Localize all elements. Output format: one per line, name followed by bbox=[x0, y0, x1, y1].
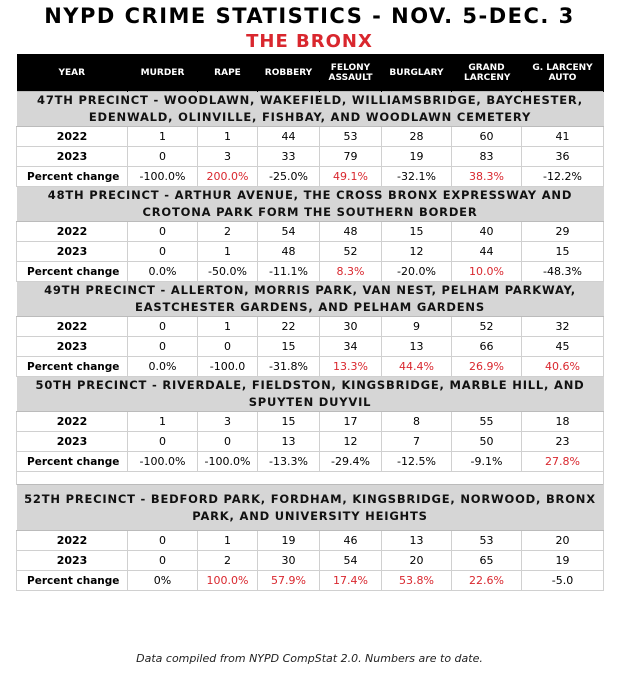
precinct-name: 49TH PRECINCT - ALLERTON, MORRIS PARK, VAN NEST, PELHAM PARKWAY, EASTCHESTER GARDENS, AND PELHAM GARDENS bbox=[17, 282, 604, 317]
table-cell: 2 bbox=[198, 551, 258, 571]
precinct-heading-row bbox=[17, 92, 604, 127]
row-label: 2022 bbox=[17, 222, 128, 242]
table-row bbox=[17, 317, 604, 337]
table-cell: -50.0% bbox=[198, 262, 258, 282]
table-cell: -32.1% bbox=[382, 167, 452, 187]
table-cell: -12.5% bbox=[382, 452, 452, 472]
header-murder: MURDER bbox=[128, 54, 198, 92]
precinct-heading-row bbox=[17, 187, 604, 222]
row-label: Percent change bbox=[17, 452, 128, 472]
table-row bbox=[17, 262, 604, 282]
table-cell: 1 bbox=[128, 412, 198, 432]
table-cell: 66 bbox=[452, 337, 522, 357]
table-cell: 28 bbox=[382, 127, 452, 147]
table-cell: -12.2% bbox=[522, 167, 604, 187]
table-cell: 54 bbox=[258, 222, 320, 242]
table-cell: -29.4% bbox=[320, 452, 382, 472]
table-cell: 1 bbox=[198, 242, 258, 262]
precinct-heading-row bbox=[17, 485, 604, 531]
table-cell: 0 bbox=[128, 242, 198, 262]
table-cell: 13.3% bbox=[320, 357, 382, 377]
table-cell: 52 bbox=[452, 317, 522, 337]
table-header-row bbox=[17, 54, 604, 92]
row-label: 2023 bbox=[17, 551, 128, 571]
row-label: 2022 bbox=[17, 317, 128, 337]
table-cell: 30 bbox=[258, 551, 320, 571]
table-row bbox=[17, 337, 604, 357]
section-spacer bbox=[17, 472, 604, 485]
row-label: 2023 bbox=[17, 337, 128, 357]
table-row bbox=[17, 127, 604, 147]
row-label: 2023 bbox=[17, 147, 128, 167]
table-cell: 2 bbox=[198, 222, 258, 242]
table-cell: 33 bbox=[258, 147, 320, 167]
table-cell: 0 bbox=[128, 147, 198, 167]
table-cell: 7 bbox=[382, 432, 452, 452]
precinct-heading-row bbox=[17, 377, 604, 412]
table-row bbox=[17, 242, 604, 262]
table-cell: 55 bbox=[452, 412, 522, 432]
table-cell: 49.1% bbox=[320, 167, 382, 187]
table-cell: 54 bbox=[320, 551, 382, 571]
table-cell: 19 bbox=[382, 147, 452, 167]
table-cell: 40 bbox=[452, 222, 522, 242]
table-cell: 19 bbox=[258, 531, 320, 551]
table-cell: 27.8% bbox=[522, 452, 604, 472]
source-footnote: Data compiled from NYPD CompStat 2.0. Numbers are to date. bbox=[136, 652, 483, 665]
table-cell: -5.0 bbox=[522, 571, 604, 591]
table-cell: -20.0% bbox=[382, 262, 452, 282]
crime-stats-table bbox=[16, 54, 604, 591]
page-title: NYPD CRIME STATISTICS - NOV. 5-DEC. 3 bbox=[44, 4, 575, 28]
table-cell: 50 bbox=[452, 432, 522, 452]
row-label: 2022 bbox=[17, 412, 128, 432]
table-cell: 46 bbox=[320, 531, 382, 551]
precinct-name: 47TH PRECINCT - WOODLAWN, WAKEFIELD, WILLIAMSBRIDGE, BAYCHESTER, EDENWALD, OLINVILLE, FISHBAY, AND WOODLAWN CEMETERY bbox=[17, 92, 604, 127]
header-g-larceny-auto: G. LARCENY AUTO bbox=[522, 54, 604, 92]
table-cell: 60 bbox=[452, 127, 522, 147]
table-cell: -100.0% bbox=[128, 167, 198, 187]
table-cell: 83 bbox=[452, 147, 522, 167]
table-cell: 53 bbox=[320, 127, 382, 147]
table-cell: 0 bbox=[128, 337, 198, 357]
table-row bbox=[17, 571, 604, 591]
table-cell: 20 bbox=[382, 551, 452, 571]
table-cell: 44 bbox=[258, 127, 320, 147]
table-cell: 48 bbox=[258, 242, 320, 262]
table-cell: 13 bbox=[382, 337, 452, 357]
table-cell: 30 bbox=[320, 317, 382, 337]
table-cell: 0 bbox=[198, 337, 258, 357]
header-rape: RAPE bbox=[198, 54, 258, 92]
row-label: 2023 bbox=[17, 242, 128, 262]
table-cell: 17 bbox=[320, 412, 382, 432]
table-cell: 1 bbox=[198, 317, 258, 337]
table-cell: 15 bbox=[382, 222, 452, 242]
table-cell: 15 bbox=[258, 412, 320, 432]
table-cell: 0 bbox=[128, 531, 198, 551]
table-cell: -48.3% bbox=[522, 262, 604, 282]
table-cell: 1 bbox=[198, 531, 258, 551]
table-cell: 1 bbox=[128, 127, 198, 147]
table-cell: 13 bbox=[382, 531, 452, 551]
row-label: Percent change bbox=[17, 262, 128, 282]
table-cell: -100.0 bbox=[198, 357, 258, 377]
table-cell: -11.1% bbox=[258, 262, 320, 282]
table-cell: 26.9% bbox=[452, 357, 522, 377]
table-row bbox=[17, 551, 604, 571]
table-row bbox=[17, 357, 604, 377]
table-cell: 65 bbox=[452, 551, 522, 571]
table-cell: 38.3% bbox=[452, 167, 522, 187]
table-cell: 18 bbox=[522, 412, 604, 432]
header-burglary: BURGLARY bbox=[382, 54, 452, 92]
row-label: 2022 bbox=[17, 531, 128, 551]
table-cell: 0.0% bbox=[128, 262, 198, 282]
table-cell: 44 bbox=[452, 242, 522, 262]
table-row bbox=[17, 432, 604, 452]
table-row bbox=[17, 412, 604, 432]
table-cell: 0 bbox=[128, 317, 198, 337]
table-cell: 0% bbox=[128, 571, 198, 591]
header-grand-larceny: GRAND LARCENY bbox=[452, 54, 522, 92]
table-cell: 52 bbox=[320, 242, 382, 262]
table-cell: 40.6% bbox=[522, 357, 604, 377]
table-cell: 1 bbox=[198, 127, 258, 147]
table-cell: 15 bbox=[258, 337, 320, 357]
table-cell: -25.0% bbox=[258, 167, 320, 187]
table-cell: 3 bbox=[198, 412, 258, 432]
table-cell: 45 bbox=[522, 337, 604, 357]
table-cell: 20 bbox=[522, 531, 604, 551]
header-year: YEAR bbox=[17, 54, 128, 92]
precinct-name: 48TH PRECINCT - ARTHUR AVENUE, THE CROSS BRONX EXPRESSWAY AND CROTONA PARK FORM THE SOUTHERN BORDER bbox=[17, 187, 604, 222]
table-cell: 53 bbox=[452, 531, 522, 551]
table-cell: 32 bbox=[522, 317, 604, 337]
table-row bbox=[17, 222, 604, 242]
table-cell: 41 bbox=[522, 127, 604, 147]
table-row bbox=[17, 147, 604, 167]
table-row bbox=[17, 531, 604, 551]
table-cell: 22 bbox=[258, 317, 320, 337]
table-cell: 9 bbox=[382, 317, 452, 337]
table-cell: 0 bbox=[198, 432, 258, 452]
precinct-name: 50TH PRECINCT - RIVERDALE, FIELDSTON, KINGSBRIDGE, MARBLE HILL, AND SPUYTEN DUYVIL bbox=[17, 377, 604, 412]
precinct-name: 52TH PRECINCT - BEDFORD PARK, FORDHAM, KINGSBRIDGE, NORWOOD, BRONX PARK, AND UNIVERSITY HEIGHTS bbox=[17, 485, 604, 531]
table-cell: 29 bbox=[522, 222, 604, 242]
table-cell: 15 bbox=[522, 242, 604, 262]
table-cell: 36 bbox=[522, 147, 604, 167]
table-cell: 8.3% bbox=[320, 262, 382, 282]
table-cell: 22.6% bbox=[452, 571, 522, 591]
table-cell: -100.0% bbox=[128, 452, 198, 472]
precinct-heading-row bbox=[17, 282, 604, 317]
table-cell: 200.0% bbox=[198, 167, 258, 187]
table-cell: 44.4% bbox=[382, 357, 452, 377]
table-cell: 34 bbox=[320, 337, 382, 357]
table-cell: 19 bbox=[522, 551, 604, 571]
table-cell: 0 bbox=[128, 432, 198, 452]
header-robbery: ROBBERY bbox=[258, 54, 320, 92]
table-cell: 57.9% bbox=[258, 571, 320, 591]
table-cell: 3 bbox=[198, 147, 258, 167]
table-row bbox=[17, 452, 604, 472]
row-label: 2022 bbox=[17, 127, 128, 147]
row-label: 2023 bbox=[17, 432, 128, 452]
table-cell: -13.3% bbox=[258, 452, 320, 472]
row-label: Percent change bbox=[17, 167, 128, 187]
table-cell: 12 bbox=[320, 432, 382, 452]
table-cell: -9.1% bbox=[452, 452, 522, 472]
row-label: Percent change bbox=[17, 571, 128, 591]
table-cell: 48 bbox=[320, 222, 382, 242]
row-label: Percent change bbox=[17, 357, 128, 377]
table-cell: 0.0% bbox=[128, 357, 198, 377]
table-cell: -100.0% bbox=[198, 452, 258, 472]
table-cell: 17.4% bbox=[320, 571, 382, 591]
table-cell: 8 bbox=[382, 412, 452, 432]
header-felony-assault: FELONY ASSAULT bbox=[320, 54, 382, 92]
table-cell: 53.8% bbox=[382, 571, 452, 591]
table-cell: 10.0% bbox=[452, 262, 522, 282]
table-row bbox=[17, 167, 604, 187]
borough-subtitle: THE BRONX bbox=[246, 31, 373, 52]
table-cell: 100.0% bbox=[198, 571, 258, 591]
table-cell: -31.8% bbox=[258, 357, 320, 377]
table-cell: 0 bbox=[128, 222, 198, 242]
table-cell: 13 bbox=[258, 432, 320, 452]
table-cell: 23 bbox=[522, 432, 604, 452]
table-cell: 12 bbox=[382, 242, 452, 262]
table-cell: 79 bbox=[320, 147, 382, 167]
table-cell: 0 bbox=[128, 551, 198, 571]
